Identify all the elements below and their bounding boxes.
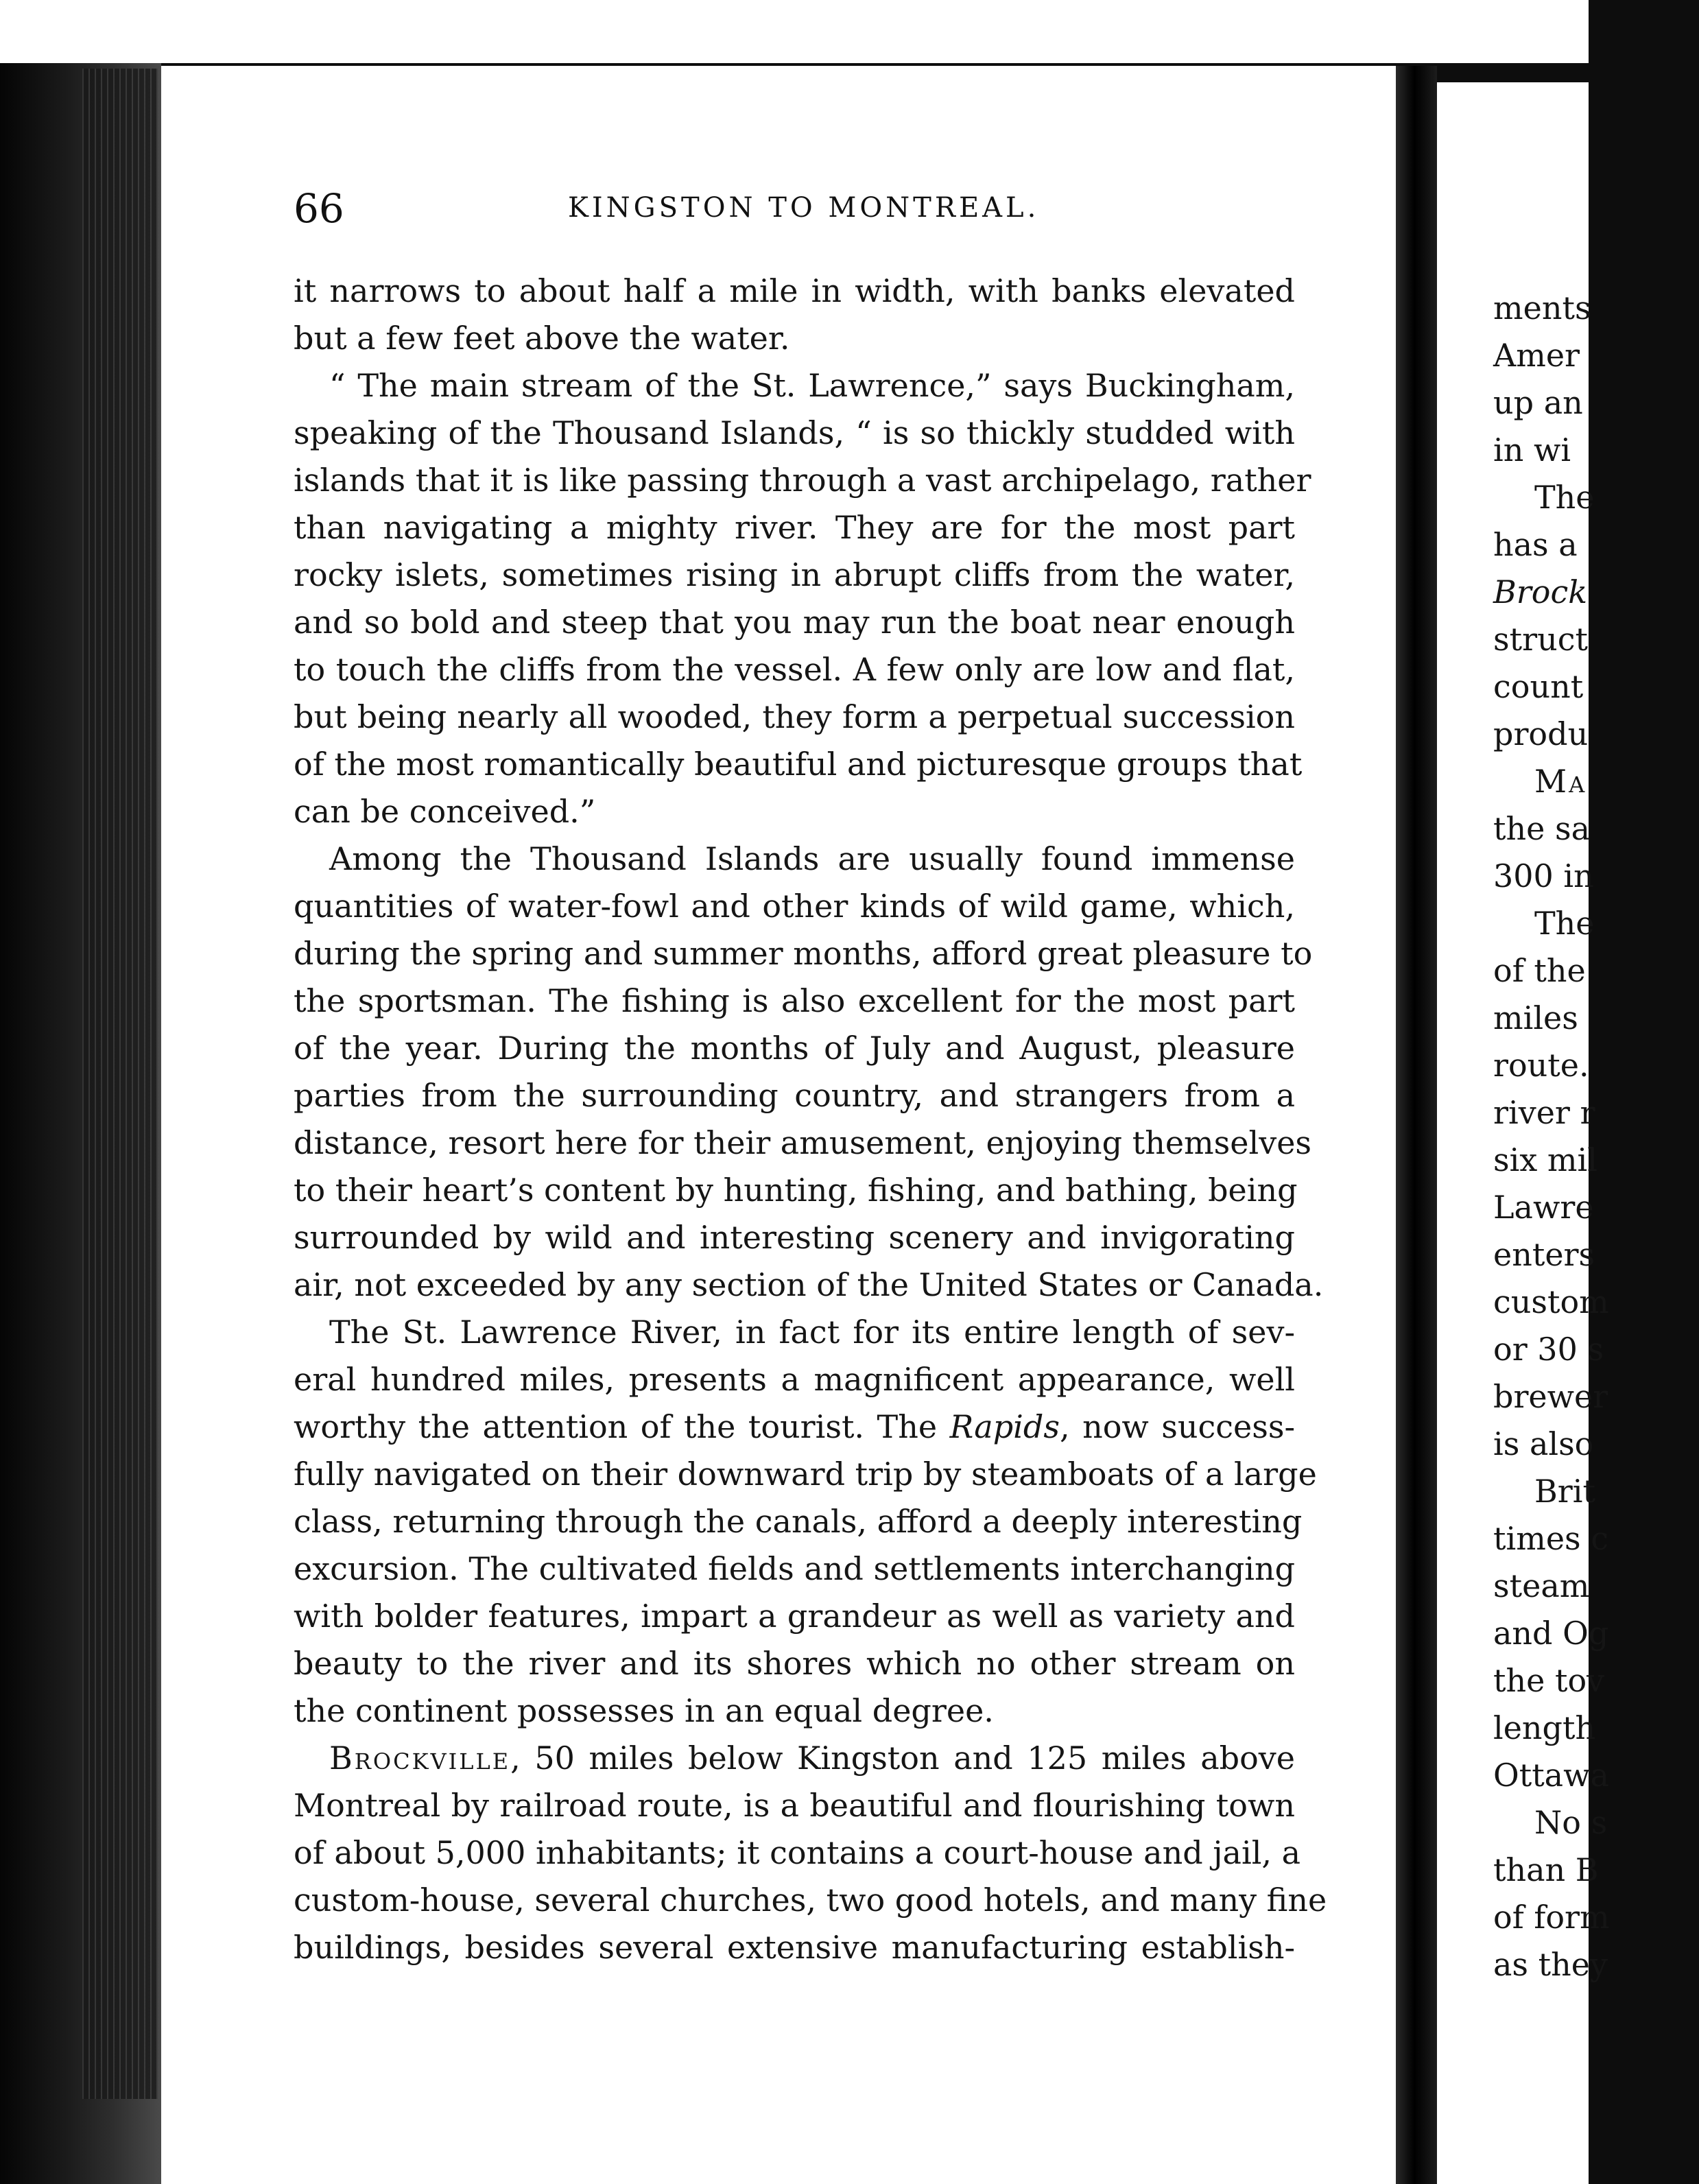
text-line: of the most romantically beautiful and picturesque groups that: [294, 746, 1303, 783]
text-line: the continent possesses in an equal degree.: [294, 1692, 994, 1729]
right-line: up an: [1493, 384, 1583, 421]
book-gutter: [1396, 66, 1437, 2184]
right-line: Brock: [1493, 573, 1588, 610]
text-line: with bolder features, impart a grandeur as well as variety and: [294, 1598, 1295, 1635]
right-line: Lawre: [1493, 1189, 1594, 1226]
text-line: excursion. The cultivated fields and settlements interchanging: [294, 1550, 1296, 1587]
right-line: length: [1493, 1709, 1596, 1746]
right-line: the sa: [1493, 810, 1590, 847]
text-line: quantities of water-fowl and other kinds of wild game, which,: [294, 888, 1295, 925]
text-line: air, not exceeded by any section of the United States or Canada.: [294, 1266, 1324, 1303]
right-line: river r: [1493, 1094, 1595, 1131]
right-line: than B: [1493, 1851, 1599, 1888]
text-line: distance, resort here for their amusement, enjoying themselves: [294, 1124, 1312, 1161]
text-line: beauty to the river and its shores which no other stream on: [294, 1645, 1295, 1682]
place-name-brockville: Brockville: [329, 1740, 511, 1777]
right-line: or 30 s: [1493, 1331, 1604, 1368]
text-run: , 50 miles below Kingston and 125 miles above: [510, 1740, 1295, 1777]
text-line: Montreal by railroad route, is a beautiful and flourishing town: [294, 1787, 1295, 1824]
right-line: ments: [1493, 289, 1591, 327]
right-line: No s: [1534, 1804, 1608, 1841]
text-line: rocky islets, sometimes rising in abrupt cliffs from the water,: [294, 556, 1295, 593]
text-line: fully navigated on their downward trip by steamboats of a large: [294, 1456, 1317, 1493]
right-line: and Og: [1493, 1615, 1609, 1652]
text-line: buildings, besides several extensive manufacturing establish-: [294, 1929, 1295, 1966]
right-line: route.: [1493, 1047, 1589, 1084]
right-line: is also: [1493, 1425, 1594, 1462]
text-line: “ The main stream of the St. Lawrence,” says Buckingham,: [329, 367, 1295, 404]
right-line: six mil: [1493, 1141, 1597, 1178]
right-line: enters: [1493, 1236, 1595, 1273]
scan-top-margin: [0, 0, 1589, 63]
text-line: can be conceived.”: [294, 793, 596, 830]
right-line: The: [1534, 479, 1595, 516]
running-header: [294, 185, 1295, 233]
right-line: 300 in: [1493, 857, 1594, 894]
text-line: class, returning through the canals, afford a deeply interesting: [294, 1503, 1303, 1540]
text-line: custom-house, several churches, two good hotels, and many fine: [294, 1882, 1327, 1919]
text-line: of about 5,000 inhabitants; it contains a court-house and jail, a: [294, 1834, 1301, 1871]
italic-rapids: Rapids: [949, 1408, 1060, 1445]
text-line: of the year. During the months of July and August, pleasure: [294, 1030, 1295, 1067]
right-page-clip: [1437, 82, 1610, 2184]
right-line: count: [1493, 668, 1584, 705]
right-line: steam: [1493, 1567, 1590, 1604]
right-line: custom: [1493, 1283, 1609, 1320]
text-line: but a few feet above the water.: [294, 320, 790, 357]
right-page-text: [1493, 285, 1699, 1989]
right-line: The: [1534, 905, 1595, 942]
right-line: Ma: [1534, 763, 1587, 800]
right-line: miles: [1493, 999, 1578, 1036]
right-line: Ottawa: [1493, 1757, 1609, 1794]
text-line: eral hundred miles, presents a magnificent appearance, well: [294, 1361, 1295, 1398]
text-line: islands that it is like passing through a vast archipelago, rather: [294, 462, 1311, 499]
text-line: parties from the surrounding country, and strangers from a: [294, 1077, 1295, 1114]
right-line: of the: [1493, 952, 1586, 989]
text-line: The St. Lawrence River, in fact for its entire length of sev-: [329, 1314, 1295, 1351]
text-line: but being nearly all wooded, they form a perpetual succession: [294, 698, 1295, 735]
running-title: KINGSTON TO MONTREAL.: [568, 192, 1040, 224]
text-run: worthy the attention of the tourist. The: [294, 1408, 938, 1445]
right-line: produ: [1493, 715, 1589, 752]
text-line: to touch the cliffs from the vessel. A few only are low and flat,: [294, 651, 1295, 688]
right-line: the tov: [1493, 1662, 1605, 1699]
text-line: Among the Thousand Islands are usually found immense: [329, 840, 1295, 877]
text-line: during the spring and summer months, afford great pleasure to: [294, 935, 1313, 972]
text-line: the sportsman. The fishing is also excellent for the most part: [294, 982, 1295, 1019]
right-line: of form: [1493, 1899, 1610, 1936]
right-line: brewer: [1493, 1378, 1608, 1415]
text-line: it narrows to about half a mile in width, with banks elevated: [294, 272, 1295, 309]
text-line: speaking of the Thousand Islands, “ is so thickly studded with: [294, 414, 1295, 451]
right-line: struct: [1493, 621, 1588, 658]
text-line: than navigating a mighty river. They are for the most part: [294, 509, 1295, 546]
page-edges: [82, 69, 158, 2099]
right-line: Brit: [1534, 1473, 1595, 1510]
right-line: times c: [1493, 1520, 1609, 1557]
text-line: [294, 1403, 1295, 1451]
body-text: [294, 268, 1327, 1971]
text-line: surrounded by wild and interesting scenery and invigorating: [294, 1219, 1295, 1256]
right-line: in wi: [1493, 431, 1571, 468]
text-line: to their heart’s content by hunting, fishing, and bathing, being: [294, 1172, 1298, 1209]
right-line: Amer: [1493, 337, 1580, 374]
right-line: as they: [1493, 1946, 1608, 1983]
text-line: [294, 1735, 1295, 1782]
text-line: and so bold and steep that you may run the boat near enough: [294, 604, 1295, 641]
right-line: has a: [1493, 526, 1578, 563]
page-number: 66: [294, 185, 344, 232]
text-run: , now success-: [1059, 1408, 1296, 1445]
